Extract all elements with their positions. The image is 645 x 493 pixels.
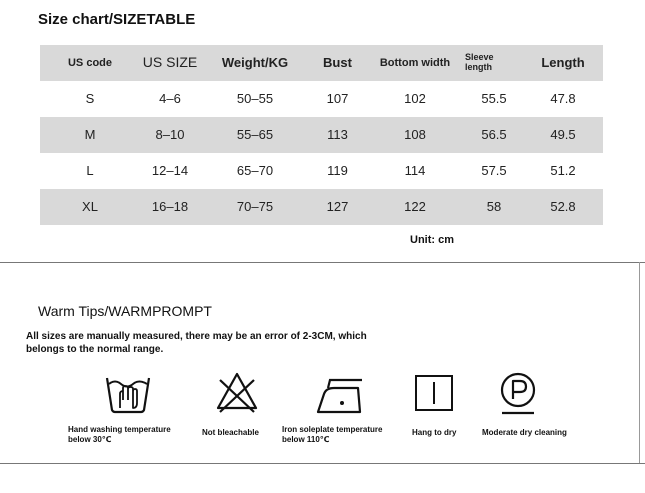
table-row bbox=[40, 189, 603, 225]
table-cell: 58 bbox=[486, 198, 502, 214]
header-length: Length bbox=[541, 54, 585, 70]
table-header-row bbox=[40, 45, 603, 81]
tips-text: All sizes are manually measured, there may be an error of 2-3CM, which belongs to the normal range. bbox=[26, 331, 367, 355]
table-row bbox=[40, 81, 603, 117]
table-cell: 108 bbox=[404, 126, 426, 142]
no-bleach-icon bbox=[214, 368, 260, 419]
table-cell: 56.5 bbox=[481, 126, 507, 142]
table-cell: 119 bbox=[327, 162, 348, 178]
header-sleeve-length: Sleeve length bbox=[465, 52, 494, 72]
table-cell: 49.5 bbox=[550, 126, 576, 142]
unit-label: Unit: cm bbox=[410, 234, 454, 246]
table-cell: 57.5 bbox=[481, 162, 507, 178]
table-cell: 55.5 bbox=[481, 90, 507, 106]
table-cell: 8–10 bbox=[155, 126, 185, 142]
page-title: Size chart/SIZETABLE bbox=[38, 11, 196, 28]
table-cell: 52.8 bbox=[550, 198, 576, 214]
table-cell: 114 bbox=[404, 162, 426, 178]
care-label-iron: Iron soleplate temperature below 110℃ bbox=[282, 425, 383, 444]
section-divider bbox=[0, 262, 645, 263]
table-cell: 65–70 bbox=[236, 162, 274, 178]
iron-icon bbox=[314, 372, 366, 421]
care-label-hand-wash: Hand washing temperature below 30℃ bbox=[68, 425, 171, 444]
table-cell: 127 bbox=[326, 198, 349, 214]
header-bottom-width: Bottom width bbox=[379, 56, 451, 69]
table-cell: 50–55 bbox=[236, 90, 274, 106]
table-cell: L bbox=[86, 162, 94, 178]
table-cell: XL bbox=[82, 198, 98, 214]
table-cell: 102 bbox=[404, 90, 426, 106]
table-cell: 16–18 bbox=[151, 198, 189, 214]
table-cell: S bbox=[85, 90, 95, 106]
table-row bbox=[40, 117, 603, 153]
table-cell: 70–75 bbox=[236, 198, 274, 214]
header-us-size: US SIZE bbox=[142, 54, 198, 71]
table-cell: 113 bbox=[327, 126, 348, 142]
table-cell: 107 bbox=[326, 90, 349, 106]
table-cell: M bbox=[84, 126, 96, 142]
table-cell: 122 bbox=[404, 198, 426, 214]
dry-clean-icon bbox=[498, 371, 542, 422]
table-row bbox=[40, 153, 603, 189]
table-cell: 55–65 bbox=[236, 126, 274, 142]
care-label-no-bleach: Not bleachable bbox=[202, 428, 259, 437]
tips-title: Warm Tips/WARMPROMPT bbox=[38, 303, 212, 319]
table-cell: 47.8 bbox=[550, 90, 576, 106]
table-cell: 4–6 bbox=[159, 90, 181, 106]
care-label-dry-clean: Moderate dry cleaning bbox=[482, 428, 567, 437]
header-bust: Bust bbox=[323, 54, 352, 70]
header-weight: Weight/KG bbox=[221, 54, 289, 70]
section-divider-bottom bbox=[0, 463, 645, 464]
hang-dry-icon bbox=[414, 374, 456, 419]
care-label-hang-dry: Hang to dry bbox=[412, 428, 457, 437]
header-us-code: US code bbox=[67, 56, 112, 69]
size-table bbox=[40, 45, 603, 225]
table-cell: 51.2 bbox=[550, 162, 576, 178]
table-cell: 12–14 bbox=[151, 162, 189, 178]
hand-wash-icon bbox=[103, 370, 153, 421]
section-border-right bbox=[639, 262, 640, 464]
